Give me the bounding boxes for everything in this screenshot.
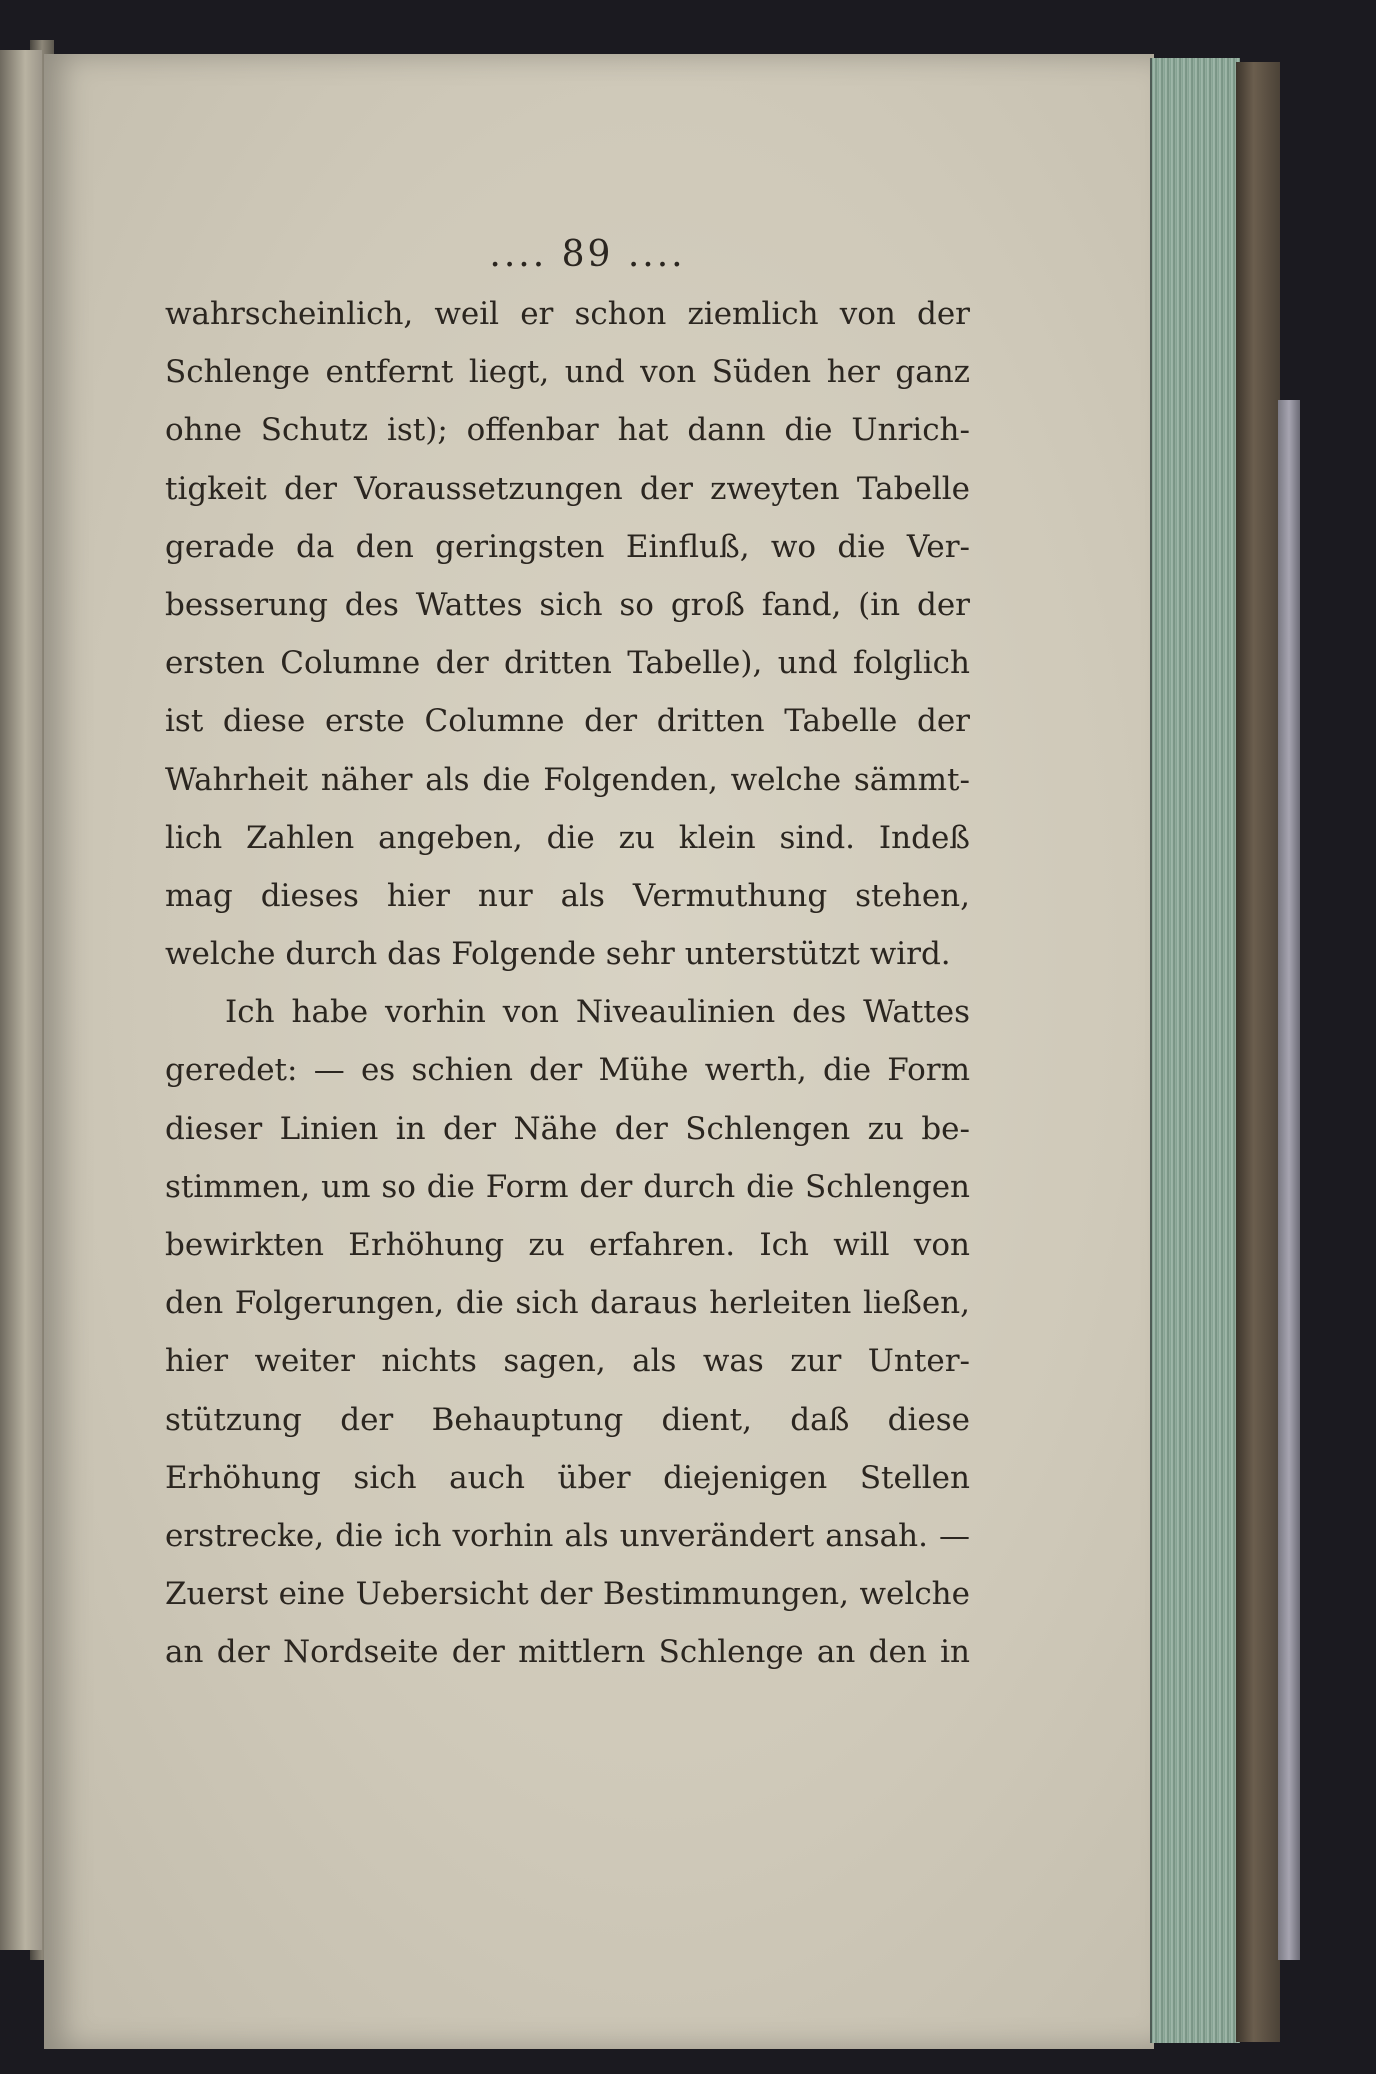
page-block-edge <box>1150 58 1240 2043</box>
text-line: an der Nordseite der mittlern Schlenge an den in <box>165 1634 970 1671</box>
paragraph-start-line: Ich habe vorhin von Niveaulinien des Wattes <box>225 994 970 1031</box>
page-text <box>165 225 970 1682</box>
text-line: welche durch das Folgende sehr unterstützt wird. <box>165 936 951 973</box>
text-line: ohne Schutz ist); offenbar hat dann die Unrich- <box>165 412 970 449</box>
text-line: Wahrheit näher als die Folgenden, welche sämmt- <box>165 761 970 798</box>
page-number-header: .... 89 .... <box>489 234 686 275</box>
book-cover <box>1236 62 1280 2042</box>
text-line: Schlenge entfernt liegt, und von Süden her ganz <box>165 354 970 391</box>
text-line: hier weiter nichts sagen, als was zur Unter- <box>165 1343 970 1380</box>
text-line: geredet: — es schien der Mühe werth, die Form <box>165 1052 970 1089</box>
cover-board-edge <box>1278 400 1300 1960</box>
text-line: tigkeit der Voraussetzungen der zweyten Tabelle <box>165 470 970 507</box>
text-line: dieser Linien in der Nähe der Schlengen zu be- <box>165 1110 970 1147</box>
text-line: Zuerst eine Uebersicht der Bestimmungen, welche <box>165 1576 970 1613</box>
text-line: lich Zahlen angeben, die zu klein sind. Indeß <box>165 819 970 856</box>
text-line: ersten Columne der dritten Tabelle), und folglich <box>165 645 970 682</box>
text-line: wahrscheinlich, weil er schon ziemlich von der <box>165 296 970 332</box>
text-line: besserung des Wattes sich so groß fand, (in der <box>165 586 970 623</box>
text-line: erstrecke, die ich vorhin als unverändert ansah. — <box>165 1517 970 1554</box>
text-line: stützung der Behauptung dient, daß diese <box>165 1401 970 1438</box>
text-line: ist diese erste Columne der dritten Tabelle der <box>165 703 970 740</box>
text-line: gerade da den geringsten Einfluß, wo die Ver- <box>165 528 970 565</box>
text-line: den Folgerungen, die sich daraus herleiten ließen, <box>165 1285 970 1322</box>
text-line: stimmen, um so die Form der durch die Schlengen <box>165 1168 970 1205</box>
text-line: Erhöhung sich auch über diejenigen Stellen <box>165 1459 970 1496</box>
text-line: bewirkten Erhöhung zu erfahren. Ich will von <box>165 1227 970 1263</box>
text-line: mag dieses hier nur als Vermuthung stehen, <box>165 877 970 914</box>
left-facing-page-edge <box>0 50 42 1950</box>
